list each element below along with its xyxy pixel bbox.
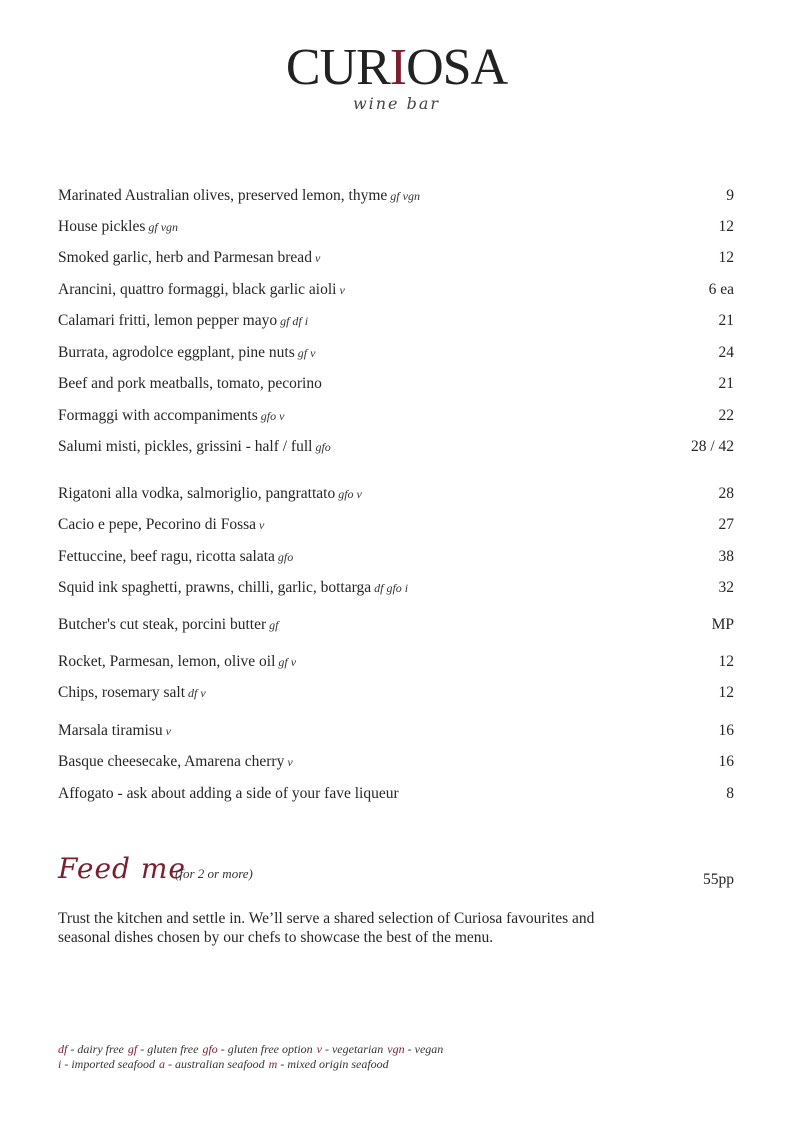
- menu-item-name: Rocket, Parmesan, lemon, olive oil: [58, 653, 276, 670]
- menu-item-price: 24: [718, 344, 734, 361]
- menu-item-price: 9: [726, 187, 734, 204]
- menu-item: [58, 483, 734, 505]
- menu-item-label: [58, 247, 320, 267]
- menu-item-dietary-tags: df gfo i: [374, 581, 409, 595]
- feed-me-note: (for 2 or more): [175, 866, 253, 881]
- menu-item: [58, 720, 734, 742]
- logo-wordmark: [286, 40, 507, 96]
- menu-item: [58, 185, 734, 207]
- menu-item-price: 28: [718, 485, 734, 502]
- menu-item: [58, 682, 734, 704]
- menu-item-label: [58, 651, 296, 671]
- menu-item-price: 21: [718, 375, 734, 392]
- menu-item-name: Basque cheesecake, Amarena cherry: [58, 753, 285, 770]
- menu-item-dietary-tags: df v: [188, 686, 206, 700]
- legend-text: - vegetarian: [321, 1042, 384, 1056]
- menu-item-dietary-tags: v: [165, 724, 171, 738]
- menu-item-label: [58, 783, 399, 803]
- menu-item-dietary-tags: gf v: [278, 655, 297, 669]
- menu-item-price: 32: [718, 579, 734, 596]
- legend-item: [128, 1042, 199, 1056]
- feed-me-price: 55pp: [703, 871, 734, 888]
- legend-code: a: [159, 1057, 165, 1071]
- menu-item-price: 22: [718, 407, 734, 424]
- menu-item-name: Burrata, agrodolce eggplant, pine nuts: [58, 344, 295, 361]
- menu-item-price: 16: [718, 722, 734, 739]
- menu-item: [58, 247, 734, 269]
- menu-item-dietary-tags: v: [259, 518, 265, 532]
- menu-item-label: [58, 373, 322, 393]
- legend-code: v: [316, 1042, 322, 1056]
- menu-item-name: Squid ink spaghetti, prawns, chilli, garlic, bottarga: [58, 579, 372, 596]
- menu-item-name: Cacio e pepe, Pecorino di Fossa: [58, 516, 257, 533]
- menu-item: [58, 342, 734, 364]
- menu-item-dietary-tags: gf: [269, 618, 279, 632]
- menu-item-label: [58, 514, 264, 534]
- menu-item-dietary-tags: gf vgn: [390, 189, 420, 203]
- menu-item-price: 28 / 42: [690, 438, 734, 455]
- menu-item-label: [58, 185, 420, 205]
- menu-item-label: [58, 405, 284, 425]
- menu-item: [58, 310, 734, 332]
- keyhole-icon: I: [389, 39, 407, 96]
- legend-text: - gluten free: [137, 1042, 199, 1056]
- menu-item-price: 12: [718, 653, 734, 670]
- legend-code: gf: [127, 1042, 138, 1056]
- logo-word-right: OSA: [406, 39, 508, 96]
- menu-item-name: Butcher's cut steak, porcini butter: [58, 616, 267, 633]
- menu-item-name: House pickles: [58, 218, 146, 235]
- menu-item-label: [58, 682, 206, 702]
- menu-item-name: Marsala tiramisu: [58, 722, 163, 739]
- menu-item-label: [58, 751, 293, 771]
- menu-item-label: [58, 614, 278, 634]
- legend-item: [269, 1057, 389, 1071]
- menu-item: [58, 783, 734, 805]
- menu-item-label: [58, 483, 362, 503]
- menu-item-dietary-tags: gfo: [315, 440, 331, 454]
- feed-me-section: [58, 852, 734, 892]
- menu-item-price: 16: [718, 753, 734, 770]
- legend-text: - vegan: [404, 1042, 444, 1056]
- menu-item-dietary-tags: gfo v: [338, 487, 362, 501]
- legend-text: - imported seafood: [61, 1057, 155, 1071]
- legend-line-1: [58, 1042, 738, 1057]
- menu-item-name: Arancini, quattro formaggi, black garlic aioli: [58, 281, 337, 298]
- menu-item: [58, 651, 734, 673]
- menu-item: [58, 279, 734, 301]
- menu-item-dietary-tags: gfo v: [260, 409, 285, 423]
- menu-item: [58, 577, 734, 599]
- menu-item: [58, 546, 734, 568]
- menu-item: [58, 514, 734, 536]
- menu-item-name: Smoked garlic, herb and Parmesan bread: [58, 249, 312, 266]
- menu-item-name: Beef and pork meatballs, tomato, pecorino: [58, 375, 322, 392]
- menu-item-label: [58, 310, 308, 330]
- logo-word-left: CUR: [285, 39, 390, 96]
- menu-item-name: Salumi misti, pickles, grissini - half / full: [58, 438, 313, 455]
- menu-item-price: 12: [718, 249, 734, 266]
- menu-item: [58, 373, 734, 395]
- menu-item-label: [58, 720, 171, 740]
- logo-subtitle: wine bar: [352, 94, 441, 113]
- menu-item-dietary-tags: v: [287, 755, 293, 769]
- menu-item: [58, 614, 734, 636]
- menu-item-dietary-tags: v: [314, 251, 321, 265]
- menu-item: [58, 751, 734, 773]
- legend-code: i: [58, 1057, 62, 1071]
- feed-me-description: Trust the kitchen and settle in. We’ll serve a shared selection of Curiosa favourites and seasonal dishes chosen by our chefs to showcase the best of the menu.: [58, 910, 595, 946]
- menu-item-name: Chips, rosemary salt: [58, 684, 185, 701]
- menu-item-dietary-tags: gf df i: [280, 314, 309, 328]
- menu-item-price: 27: [718, 516, 734, 533]
- menu-item-label: [58, 436, 331, 456]
- menu-item-price: MP: [711, 616, 734, 633]
- menu-item-price: 21: [718, 312, 734, 329]
- logo: [0, 40, 793, 113]
- menu-item-name: Fettuccine, beef ragu, ricotta salata: [58, 548, 275, 565]
- menu-item-name: Affogato - ask about adding a side of your fave liqueur: [58, 785, 399, 802]
- feed-me-title: Feed me: [58, 852, 186, 885]
- menu-item-label: [58, 546, 293, 566]
- menu-item-price: 12: [718, 684, 734, 701]
- legend-text: - mixed origin seafood: [277, 1057, 389, 1071]
- menu-item: [58, 436, 734, 458]
- menu-item-dietary-tags: gf vgn: [148, 220, 179, 234]
- menu-item: [58, 216, 734, 238]
- menu-item-name: Calamari fritti, lemon pepper mayo: [58, 312, 278, 329]
- legend-text: - australian seafood: [165, 1057, 265, 1071]
- legend-line-2: [58, 1057, 738, 1072]
- menu-item-name: Marinated Australian olives, preserved lemon, thyme: [58, 187, 388, 204]
- legend-text: - gluten free option: [217, 1042, 313, 1056]
- menu-item-price: 12: [718, 218, 734, 235]
- legend-text: - dairy free: [67, 1042, 124, 1056]
- menu-item-price: 38: [718, 548, 734, 565]
- menu-item-dietary-tags: gfo: [277, 550, 294, 564]
- menu-item-label: [58, 342, 315, 362]
- legend-code: vgn: [387, 1042, 405, 1056]
- legend-item: [159, 1057, 265, 1071]
- legend-item: [58, 1042, 124, 1056]
- legend-item: [202, 1042, 312, 1056]
- menu-item-dietary-tags: gf v: [297, 346, 316, 360]
- menu-item-name: Formaggi with accompaniments: [58, 407, 258, 424]
- legend-item: [387, 1042, 443, 1056]
- legend-code: m: [268, 1057, 278, 1071]
- legend-code: gfo: [202, 1042, 218, 1056]
- menu-item-label: [58, 216, 178, 236]
- menu-item-dietary-tags: v: [339, 283, 345, 297]
- menu-item-price: 6 ea: [708, 281, 734, 298]
- legend-item: [58, 1057, 155, 1071]
- legend-code: df: [58, 1042, 68, 1056]
- menu-item-price: 8: [726, 785, 734, 802]
- menu-item: [58, 405, 734, 427]
- menu-item-name: Rigatoni alla vodka, salmoriglio, pangrattato: [58, 485, 336, 502]
- dietary-legend: [58, 1042, 738, 1072]
- menu-item-label: [58, 577, 408, 597]
- legend-item: [317, 1042, 384, 1056]
- menu-item-label: [58, 279, 345, 299]
